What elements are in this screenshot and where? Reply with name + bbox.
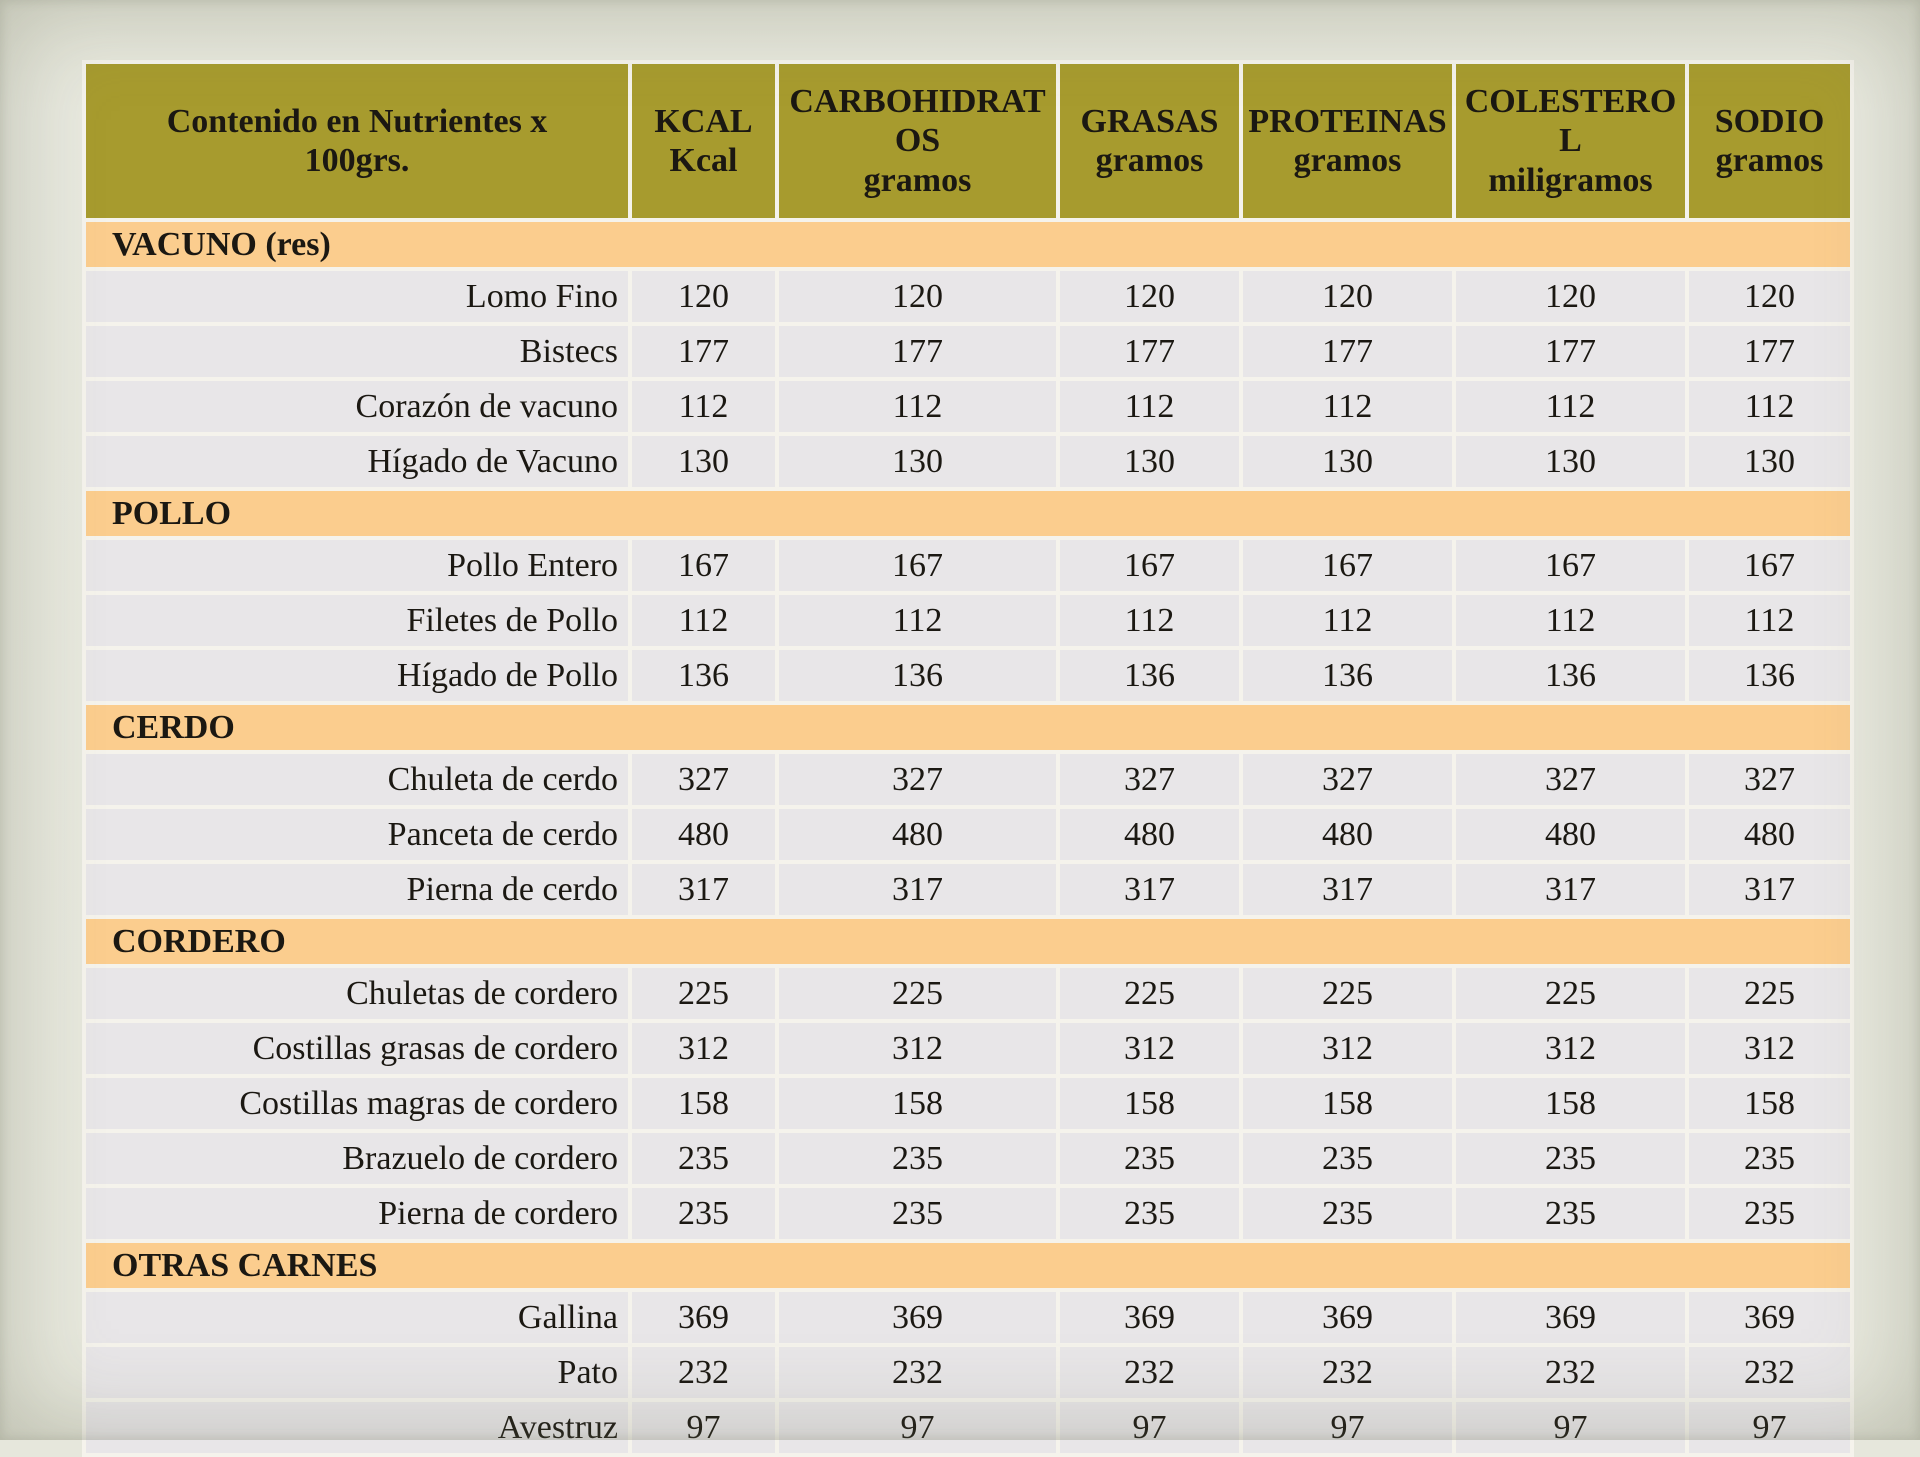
nutrient-value: 130: [1058, 434, 1241, 489]
data-row-corazon-de-vacuno: [84, 379, 1852, 434]
nutrient-value: 112: [1454, 379, 1687, 434]
nutrient-value: 130: [1687, 434, 1852, 489]
section-row-vacuno-res: [84, 220, 1852, 269]
food-label: Costillas grasas de cordero: [84, 1021, 630, 1076]
header-title: CARBOHIDRATOS: [789, 82, 1046, 160]
nutrient-value: 136: [1058, 648, 1241, 703]
nutrient-value: 112: [630, 379, 777, 434]
nutrient-value: 112: [1687, 379, 1852, 434]
header-title: PROTEINAS: [1248, 102, 1447, 140]
nutrient-value: 369: [1454, 1290, 1687, 1345]
nutrient-value: 167: [1241, 538, 1454, 593]
data-row-brazuelo-de-cordero: [84, 1131, 1852, 1186]
nutrient-value: 130: [1454, 434, 1687, 489]
nutrient-value: 480: [1058, 807, 1241, 862]
nutrient-value: 312: [1058, 1021, 1241, 1076]
nutrient-value: 327: [1058, 752, 1241, 807]
nutrient-value: 317: [1241, 862, 1454, 917]
header-title: KCAL: [654, 102, 753, 140]
nutrient-value: 112: [1058, 593, 1241, 648]
nutrient-value: 97: [1241, 1400, 1454, 1455]
nutrient-value: 235: [1241, 1131, 1454, 1186]
section-label: CORDERO: [84, 917, 1852, 966]
data-row-bistecs: [84, 324, 1852, 379]
data-row-filetes-de-pollo: [84, 593, 1852, 648]
nutrient-value: 327: [777, 752, 1058, 807]
section-row-otras-carnes: [84, 1241, 1852, 1290]
nutrient-value: 158: [1687, 1076, 1852, 1131]
section-row-cerdo: [84, 703, 1852, 752]
section-row-cordero: [84, 917, 1852, 966]
header-unit: gramos: [1715, 142, 1824, 179]
nutrient-value: 136: [1241, 648, 1454, 703]
header-cell-carbohidratos: [777, 62, 1058, 220]
nutrient-value: 232: [777, 1345, 1058, 1400]
section-label: VACUNO (res): [84, 220, 1852, 269]
data-row-gallina: [84, 1290, 1852, 1345]
nutrient-value: 480: [630, 807, 777, 862]
header-cell-contenido: Contenido en Nutrientes x 100grs.: [84, 62, 630, 220]
nutrient-value: 158: [630, 1076, 777, 1131]
nutrient-value: 112: [777, 593, 1058, 648]
nutrient-value: 158: [777, 1076, 1058, 1131]
food-label: Pollo Entero: [84, 538, 630, 593]
nutrient-value: 120: [1241, 269, 1454, 324]
nutrient-value: 232: [1058, 1345, 1241, 1400]
nutrient-value: 177: [1241, 324, 1454, 379]
nutrient-value: 167: [1687, 538, 1852, 593]
nutrient-value: 136: [777, 648, 1058, 703]
nutrient-value: 235: [1241, 1186, 1454, 1241]
nutrient-value: 317: [1687, 862, 1852, 917]
nutrient-value: 369: [1687, 1290, 1852, 1345]
nutrient-value: 177: [630, 324, 777, 379]
header-title: SODIO: [1714, 102, 1825, 140]
header-title: GRASAS: [1080, 102, 1219, 140]
nutrient-value: 480: [1687, 807, 1852, 862]
nutrient-value: 136: [1454, 648, 1687, 703]
nutrient-value: 158: [1241, 1076, 1454, 1131]
nutrient-value: 317: [630, 862, 777, 917]
food-label: Chuletas de cordero: [84, 966, 630, 1021]
header-cell-grasas: [1058, 62, 1241, 220]
food-label: Costillas magras de cordero: [84, 1076, 630, 1131]
nutrient-value: 317: [1058, 862, 1241, 917]
nutrient-value: 120: [1058, 269, 1241, 324]
nutrient-value: 235: [630, 1186, 777, 1241]
nutrient-value: 112: [1058, 379, 1241, 434]
section-label: POLLO: [84, 489, 1852, 538]
nutrient-value: 112: [1454, 593, 1687, 648]
nutrient-value: 317: [1454, 862, 1687, 917]
header-unit: gramos: [863, 161, 972, 199]
data-row-pierna-de-cordero: [84, 1186, 1852, 1241]
nutrient-value: 97: [777, 1400, 1058, 1455]
nutrient-value: 235: [1687, 1131, 1852, 1186]
nutrients-table-container: [82, 60, 1850, 1457]
nutrient-value: 225: [630, 966, 777, 1021]
header-unit: gramos: [1293, 142, 1402, 179]
nutrient-value: 97: [1454, 1400, 1687, 1455]
nutrient-value: 136: [1687, 648, 1852, 703]
nutrient-value: 97: [630, 1400, 777, 1455]
data-row-costillas-magras-de-cordero: [84, 1076, 1852, 1131]
nutrient-value: 158: [1058, 1076, 1241, 1131]
food-label: Hígado de Vacuno: [84, 434, 630, 489]
nutrient-value: 369: [777, 1290, 1058, 1345]
nutrient-value: 167: [777, 538, 1058, 593]
nutrient-value: 312: [1687, 1021, 1852, 1076]
nutrient-value: 235: [1687, 1186, 1852, 1241]
nutrient-value: 177: [1687, 324, 1852, 379]
nutrient-value: 312: [1241, 1021, 1454, 1076]
nutrient-value: 235: [1454, 1186, 1687, 1241]
header-title: COLESTEROL: [1464, 82, 1677, 160]
nutrient-value: 167: [1454, 538, 1687, 593]
nutrient-value: 112: [1687, 593, 1852, 648]
nutrient-value: 312: [630, 1021, 777, 1076]
nutrient-value: 112: [1241, 379, 1454, 434]
nutrient-value: 369: [1058, 1290, 1241, 1345]
data-row-pollo-entero: [84, 538, 1852, 593]
nutrient-value: 225: [777, 966, 1058, 1021]
food-label: Gallina: [84, 1290, 630, 1345]
food-label: Pato: [84, 1345, 630, 1400]
data-row-chuletas-de-cordero: [84, 966, 1852, 1021]
nutrient-value: 120: [1687, 269, 1852, 324]
nutrient-value: 167: [630, 538, 777, 593]
nutrient-value: 177: [777, 324, 1058, 379]
nutrient-value: 480: [1454, 807, 1687, 862]
nutrient-value: 112: [630, 593, 777, 648]
nutrient-value: 327: [1241, 752, 1454, 807]
nutrient-value: 312: [1454, 1021, 1687, 1076]
nutrient-value: 112: [777, 379, 1058, 434]
nutrient-value: 232: [630, 1345, 777, 1400]
nutrient-value: 177: [1058, 324, 1241, 379]
nutrient-value: 235: [777, 1186, 1058, 1241]
nutrient-value: 225: [1058, 966, 1241, 1021]
food-label: Bistecs: [84, 324, 630, 379]
food-label: Lomo Fino: [84, 269, 630, 324]
nutrient-value: 130: [777, 434, 1058, 489]
nutrient-value: 232: [1454, 1345, 1687, 1400]
data-row-higado-de-pollo: [84, 648, 1852, 703]
section-row-pollo: [84, 489, 1852, 538]
data-row-chuleta-de-cerdo: [84, 752, 1852, 807]
nutrient-value: 225: [1241, 966, 1454, 1021]
header-unit: gramos: [1095, 142, 1204, 179]
food-label: Corazón de vacuno: [84, 379, 630, 434]
nutrient-value: 327: [630, 752, 777, 807]
nutrient-value: 235: [1058, 1131, 1241, 1186]
nutrient-value: 369: [1241, 1290, 1454, 1345]
nutrient-value: 97: [1687, 1400, 1852, 1455]
nutrient-value: 136: [630, 648, 777, 703]
nutrient-value: 120: [1454, 269, 1687, 324]
nutrient-value: 177: [1454, 324, 1687, 379]
data-row-pierna-de-cerdo: [84, 862, 1852, 917]
food-label: Pierna de cordero: [84, 1186, 630, 1241]
nutrients-table: [82, 60, 1854, 1457]
food-label: Filetes de Pollo: [84, 593, 630, 648]
data-row-pato: [84, 1345, 1852, 1400]
section-label: OTRAS CARNES: [84, 1241, 1852, 1290]
data-row-avestruz: [84, 1400, 1852, 1455]
header-unit: Kcal: [669, 142, 738, 179]
food-label: Chuleta de cerdo: [84, 752, 630, 807]
nutrient-value: 235: [630, 1131, 777, 1186]
nutrient-value: 120: [777, 269, 1058, 324]
nutrient-value: 312: [777, 1021, 1058, 1076]
nutrient-value: 158: [1454, 1076, 1687, 1131]
header-cell-colesterol: [1454, 62, 1687, 220]
nutrient-value: 327: [1687, 752, 1852, 807]
nutrient-value: 235: [1058, 1186, 1241, 1241]
nutrient-value: 120: [630, 269, 777, 324]
nutrient-value: 317: [777, 862, 1058, 917]
food-label: Hígado de Pollo: [84, 648, 630, 703]
nutrient-value: 235: [1454, 1131, 1687, 1186]
food-label: Avestruz: [84, 1400, 630, 1455]
food-label: Pierna de cerdo: [84, 862, 630, 917]
nutrient-value: 480: [777, 807, 1058, 862]
header-unit: miligramos: [1488, 161, 1653, 199]
nutrient-value: 167: [1058, 538, 1241, 593]
food-label: Panceta de cerdo: [84, 807, 630, 862]
nutrient-value: 232: [1687, 1345, 1852, 1400]
nutrient-value: 327: [1454, 752, 1687, 807]
nutrient-value: 225: [1454, 966, 1687, 1021]
data-row-higado-de-vacuno: [84, 434, 1852, 489]
nutrient-value: 369: [630, 1290, 777, 1345]
nutrient-value: 235: [777, 1131, 1058, 1186]
data-row-costillas-grasas-de-cordero: [84, 1021, 1852, 1076]
header-cell-proteinas: [1241, 62, 1454, 220]
header-cell-kcal: [630, 62, 777, 220]
data-row-panceta-de-cerdo: [84, 807, 1852, 862]
nutrient-value: 232: [1241, 1345, 1454, 1400]
section-label: CERDO: [84, 703, 1852, 752]
nutrient-value: 112: [1241, 593, 1454, 648]
nutrient-value: 480: [1241, 807, 1454, 862]
header-row: [84, 62, 1852, 220]
data-row-lomo-fino: [84, 269, 1852, 324]
nutrient-value: 130: [1241, 434, 1454, 489]
food-label: Brazuelo de cordero: [84, 1131, 630, 1186]
nutrient-value: 97: [1058, 1400, 1241, 1455]
header-cell-sodio: [1687, 62, 1852, 220]
nutrient-value: 130: [630, 434, 777, 489]
nutrient-value: 225: [1687, 966, 1852, 1021]
